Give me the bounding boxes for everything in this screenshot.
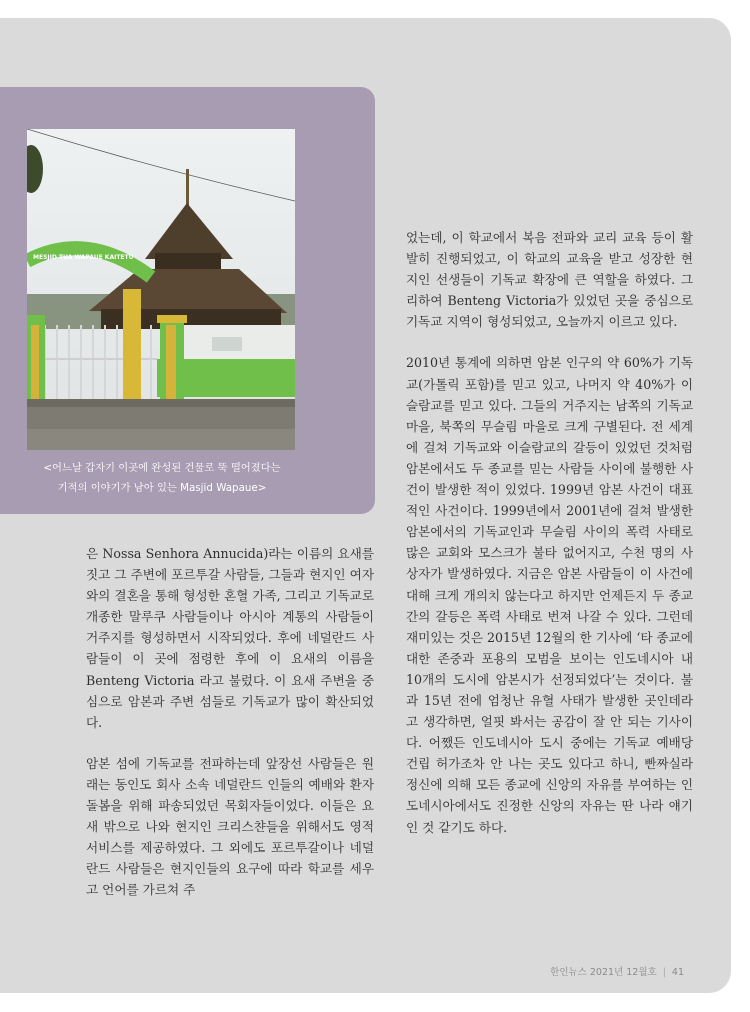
page-footer bbox=[550, 964, 684, 978]
left-text-column bbox=[86, 543, 374, 901]
footer-separator: | bbox=[662, 967, 666, 978]
page-number: 41 bbox=[671, 967, 684, 978]
paragraph: 암본 섬에 기독교를 전파하는데 앞장선 사람들은 원래는 동인도 회사 소속 네덜란드 인들의 예배와 환자 돌봄을 위해 파송되었던 목회자들이었다. 이들은 요새 밖으로 나와 현지인 크리스챤들을 위해서도 영적 서비스를 제공하였다. 그 외에도 포르투갈이나 네덜란드 사람들은 현지인들의 요구에 따라 학교를 세우고 언어를 가르쳐 주 bbox=[86, 755, 374, 898]
publication-name: 한인뉴스 2021년 12월호 bbox=[550, 967, 657, 978]
mosque-photo bbox=[27, 129, 295, 450]
caption-line-1: <어느날 갑자기 이곳에 완성된 건물로 뚝 떨어졌다는 bbox=[43, 462, 281, 474]
paragraph: 2010년 통계에 의하면 암본 인구의 약 60%가 기독교(가톨릭 포함)를 믿고 있고, 나머지 약 40%가 이슬람교를 믿고 있다. 그들의 거주지는 남쪽의 기독교 마을, 북쪽의 무슬림 마을로 크게 구별된다. 전 세계에 걸쳐 기독교와 이슬람교의 갈등이 있었던 것처럼 암본에서도 두 종교를 믿는 사람들 사이에 불행한 사건이 발생한 적이 있었다. 1999년 암본 사건이 대표적인 사건이다. 1999년에서 2001년에 걸쳐 발생한 암본에서의 기독교인과 무슬림 사이의 폭력 사태로 많은 교회와 모스크가 불타 없어지고, 수천 명의 사상자가 발생하였다. 지금은 암본 사람들이 이 사건에 대해 크게 개의치 않는다고 하지만 언제든지 두 종교 간의 갈등은 폭력 사태로 번져 나갈 수 있다. 그런데 재미있는 것은 2015년 12월의 한 기사에 ‘타 종교에 대한 존중과 포용의 모범을 보이는 인도네시아 내 10개의 도시에 암본시가 선정되었다’는 것이다. 불과 15년 전에 엄청난 유혈 사태가 발생한 곳인데라고 생각하면, 얼핏 봐서는 공감이 잘 안 되는 기사이다. 어쨌든 인도네시아 도시 중에는 기독교 예배당 건립 허가조차 안 나는 곳도 있다고 하니, 빤짜실라 정신에 의해 모든 종교에 신앙의 자유를 부여하는 인도네시아에서도 진정한 신앙의 자유는 딴 나라 얘기인 것 같기도 하다. bbox=[406, 355, 693, 835]
gate-sign-text: MESJID TUA WAPAUE KAITETU bbox=[33, 254, 134, 261]
paragraph: 은 Nossa Senhora Annucida)라는 이름의 요새를 짓고 그 주변에 포르투갈 사람들, 그들과 현지인 여자와의 결혼을 통해 형성한 혼혈 가족, 그리고 기독교로 개종한 말루쿠 사람들이나 아시아 계통의 사람들이 거주지를 형성하면서 시작되었다. 후에 네덜란드 사람들이 이 곳에 점령한 후에 이 요새의 이름을 Benteng Victoria 라고 불렀다. 이 요새 주변을 중심으로 암본과 주변 섬들로 기독교가 많이 확산되었다. bbox=[86, 546, 374, 730]
photo-caption bbox=[24, 458, 300, 498]
paragraph: 었는데, 이 학교에서 복음 전파와 교리 교육 등이 활발히 진행되었고, 이 학교의 교육을 받고 성장한 현지인 선생들이 기독교 확장에 큰 역할을 하였다. 그리하여 Benteng Victoria가 있었던 곳을 중심으로 기독교 지역이 형성되었고, 오늘까지 이르고 있다. bbox=[406, 230, 693, 330]
right-text-column bbox=[406, 227, 693, 838]
caption-line-2: 기적의 이야기가 남아 있는 Masjid Wapaue> bbox=[57, 482, 267, 494]
